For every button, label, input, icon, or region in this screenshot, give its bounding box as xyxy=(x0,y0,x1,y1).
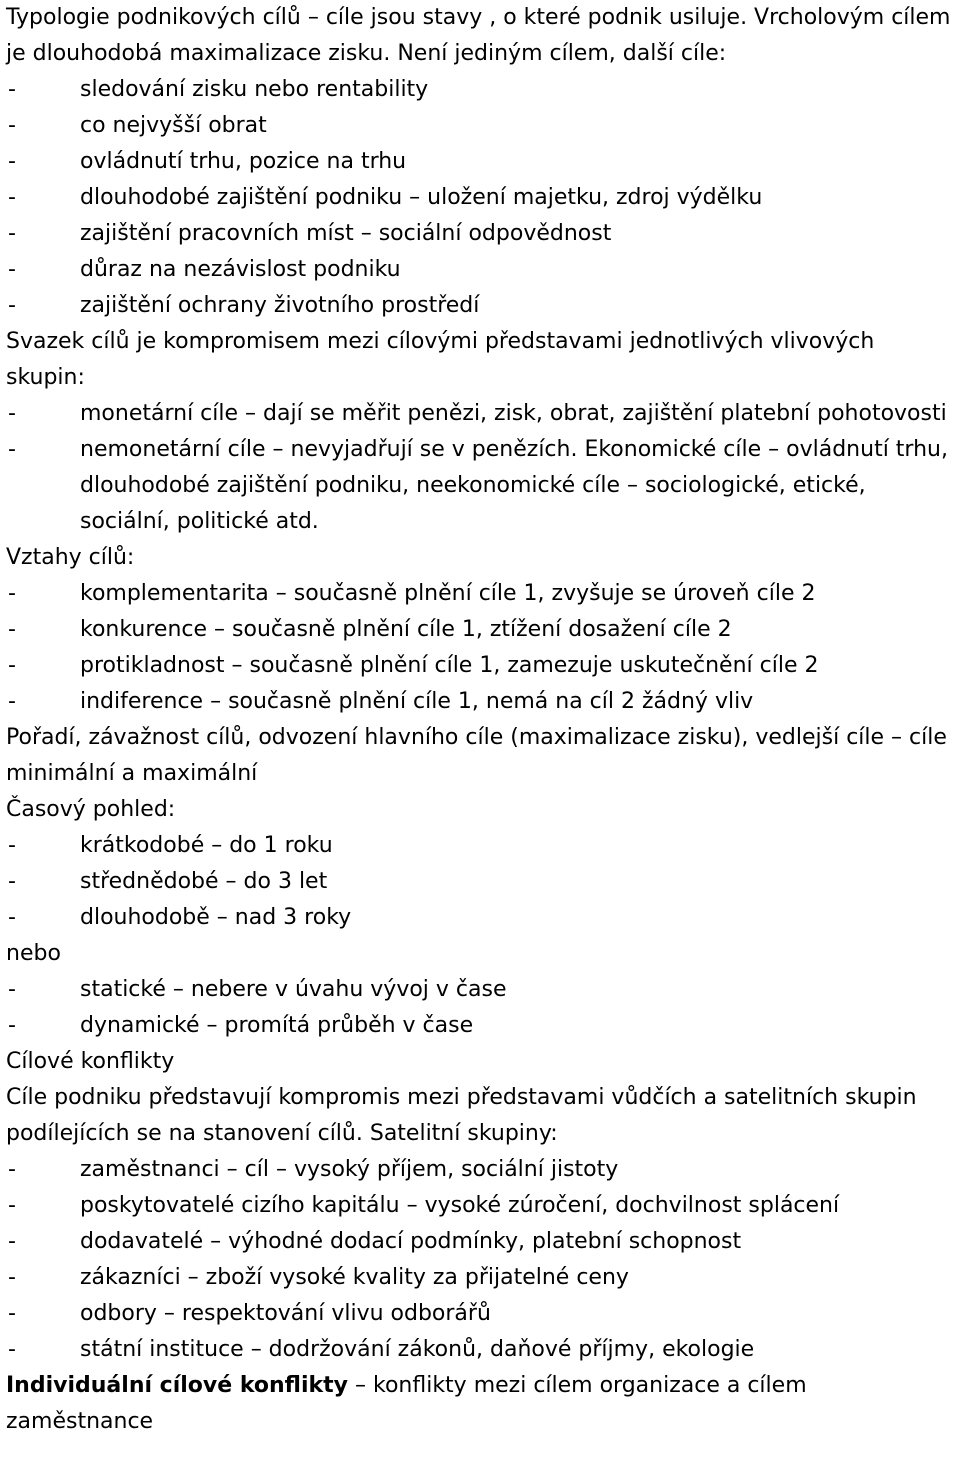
dash-marker: - xyxy=(8,257,16,282)
paragraph-goal-order: Pořadí, závažnost cílů, odvození hlavního cíle (maximalizace zisku), vedlejší cíle – cíle minimální a maximální xyxy=(6,725,947,786)
list-item xyxy=(6,216,956,252)
list-item xyxy=(6,1332,956,1368)
definition-text: – konflikty mezi cílem organizace a cílem zaměstnance xyxy=(6,1373,807,1434)
list-item-text: zajištění ochrany životního prostředí xyxy=(80,293,480,318)
dash-marker: - xyxy=(8,149,16,174)
list-item xyxy=(6,288,956,324)
list-item xyxy=(6,828,956,864)
list-item xyxy=(6,252,956,288)
dash-marker: - xyxy=(8,689,16,714)
list-item xyxy=(6,684,956,720)
dash-marker: - xyxy=(8,185,16,210)
dash-marker: - xyxy=(8,1301,16,1326)
list-item xyxy=(6,108,956,144)
dash-marker: - xyxy=(8,1229,16,1254)
list-item-text: dlouhodobě – nad 3 roky xyxy=(80,905,352,930)
list-item-text: indiference – současně plnění cíle 1, nemá na cíl 2 žádný vliv xyxy=(80,689,754,714)
list-item xyxy=(6,1260,956,1296)
list-item-text: dodavatelé – výhodné dodací podmínky, platební schopnost xyxy=(80,1229,742,1254)
list-item xyxy=(6,576,956,612)
list-item-text: poskytovatelé cizího kapitálu – vysoké zúročení, dochvilnost splácení xyxy=(80,1193,840,1218)
dash-marker: - xyxy=(8,401,16,426)
list-item-text: komplementarita – současně plnění cíle 1, zvyšuje se úroveň cíle 2 xyxy=(80,581,816,606)
dash-marker: - xyxy=(8,617,16,642)
dash-marker: - xyxy=(8,905,16,930)
list-item xyxy=(6,1224,956,1260)
list-item xyxy=(6,864,956,900)
list-item-text: dlouhodobé zajištění podniku – uložení majetku, zdroj výdělku xyxy=(80,185,763,210)
list-item xyxy=(6,1152,956,1188)
list-item xyxy=(6,396,956,432)
paragraph-goal-bundle: Svazek cílů je kompromisem mezi cílovými představami jednotlivých vlivových skupin: xyxy=(6,329,875,390)
list-item xyxy=(6,72,956,108)
list-item-text: monetární cíle – dají se měřit penězi, zisk, obrat, zajištění platební pohotovosti xyxy=(80,401,947,426)
dash-marker: - xyxy=(8,1157,16,1182)
list-item-text: státní instituce – dodržování zákonů, daňové příjmy, ekologie xyxy=(80,1337,755,1362)
dash-marker: - xyxy=(8,437,16,462)
list-item xyxy=(6,612,956,648)
list-item-text: dynamické – promítá průběh v čase xyxy=(80,1013,474,1038)
list-item xyxy=(6,144,956,180)
dash-marker: - xyxy=(8,1013,16,1038)
list-item-text: důraz na nezávislost podniku xyxy=(80,257,401,282)
list-item-text: střednědobé – do 3 let xyxy=(80,869,328,894)
list-time-horizons xyxy=(6,828,956,936)
list-item xyxy=(6,972,956,1008)
heading-goal-conflicts: Cílové konflikty xyxy=(6,1049,175,1074)
list-item-text: konkurence – současně plnění cíle 1, ztížení dosažení cíle 2 xyxy=(80,617,732,642)
dash-marker: - xyxy=(8,977,16,1002)
list-item-text: statické – nebere v úvahu vývoj v čase xyxy=(80,977,507,1002)
list-goal-types xyxy=(6,396,956,540)
connector-or: nebo xyxy=(6,941,61,966)
dash-marker: - xyxy=(8,221,16,246)
dash-marker: - xyxy=(8,1337,16,1362)
paragraph-typology: Typologie podnikových cílů – cíle jsou stavy , o které podnik usiluje. Vrcholovým cílem je dlouhodobá maximalizace zisku. Není jediným cílem, další cíle: xyxy=(6,5,951,66)
list-satellite-groups xyxy=(6,1152,956,1368)
list-item-text: zákazníci – zboží vysoké kvality za přijatelné ceny xyxy=(80,1265,629,1290)
list-static-dynamic xyxy=(6,972,956,1044)
list-item-text: krátkodobé – do 1 roku xyxy=(80,833,333,858)
dash-marker: - xyxy=(8,1265,16,1290)
heading-time-view: Časový pohled: xyxy=(6,797,176,822)
dash-marker: - xyxy=(8,77,16,102)
list-goal-relations xyxy=(6,576,956,720)
list-item-text: protikladnost – současně plnění cíle 1, zamezuje uskutečnění cíle 2 xyxy=(80,653,819,678)
dash-marker: - xyxy=(8,653,16,678)
paragraph-goal-compromise: Cíle podniku představují kompromis mezi představami vůdčích a satelitních skupin podílejících se na stanovení cílů. Satelitní skupiny: xyxy=(6,1085,917,1146)
paragraph-individual-conflicts xyxy=(6,1368,956,1440)
list-item-text: co nejvyšší obrat xyxy=(80,113,267,138)
term-individual-conflicts: Individuální cílové konflikty xyxy=(6,1373,348,1398)
list-item xyxy=(6,1296,956,1332)
document-body xyxy=(6,0,956,1440)
dash-marker: - xyxy=(8,113,16,138)
dash-marker: - xyxy=(8,581,16,606)
list-item-text: zaměstnanci – cíl – vysoký příjem, sociální jistoty xyxy=(80,1157,619,1182)
list-item xyxy=(6,900,956,936)
heading-goal-relations: Vztahy cílů: xyxy=(6,545,135,570)
list-item xyxy=(6,180,956,216)
list-item-text: zajištění pracovních míst – sociální odpovědnost xyxy=(80,221,612,246)
list-item xyxy=(6,648,956,684)
dash-marker: - xyxy=(8,1193,16,1218)
list-item-text: nemonetární cíle – nevyjadřují se v penězích. Ekonomické cíle – ovládnutí trhu, dlouhodobé zajištění podniku, neekonomické cíle – sociologické, etické, sociální, politické atd. xyxy=(80,437,948,534)
list-item xyxy=(6,1188,956,1224)
dash-marker: - xyxy=(8,869,16,894)
list-item xyxy=(6,432,956,540)
list-item-text: sledování zisku nebo rentability xyxy=(80,77,429,102)
list-other-goals xyxy=(6,72,956,324)
dash-marker: - xyxy=(8,293,16,318)
dash-marker: - xyxy=(8,833,16,858)
list-item-text: odbory – respektování vlivu odborářů xyxy=(80,1301,491,1326)
list-item-text: ovládnutí trhu, pozice na trhu xyxy=(80,149,407,174)
list-item xyxy=(6,1008,956,1044)
